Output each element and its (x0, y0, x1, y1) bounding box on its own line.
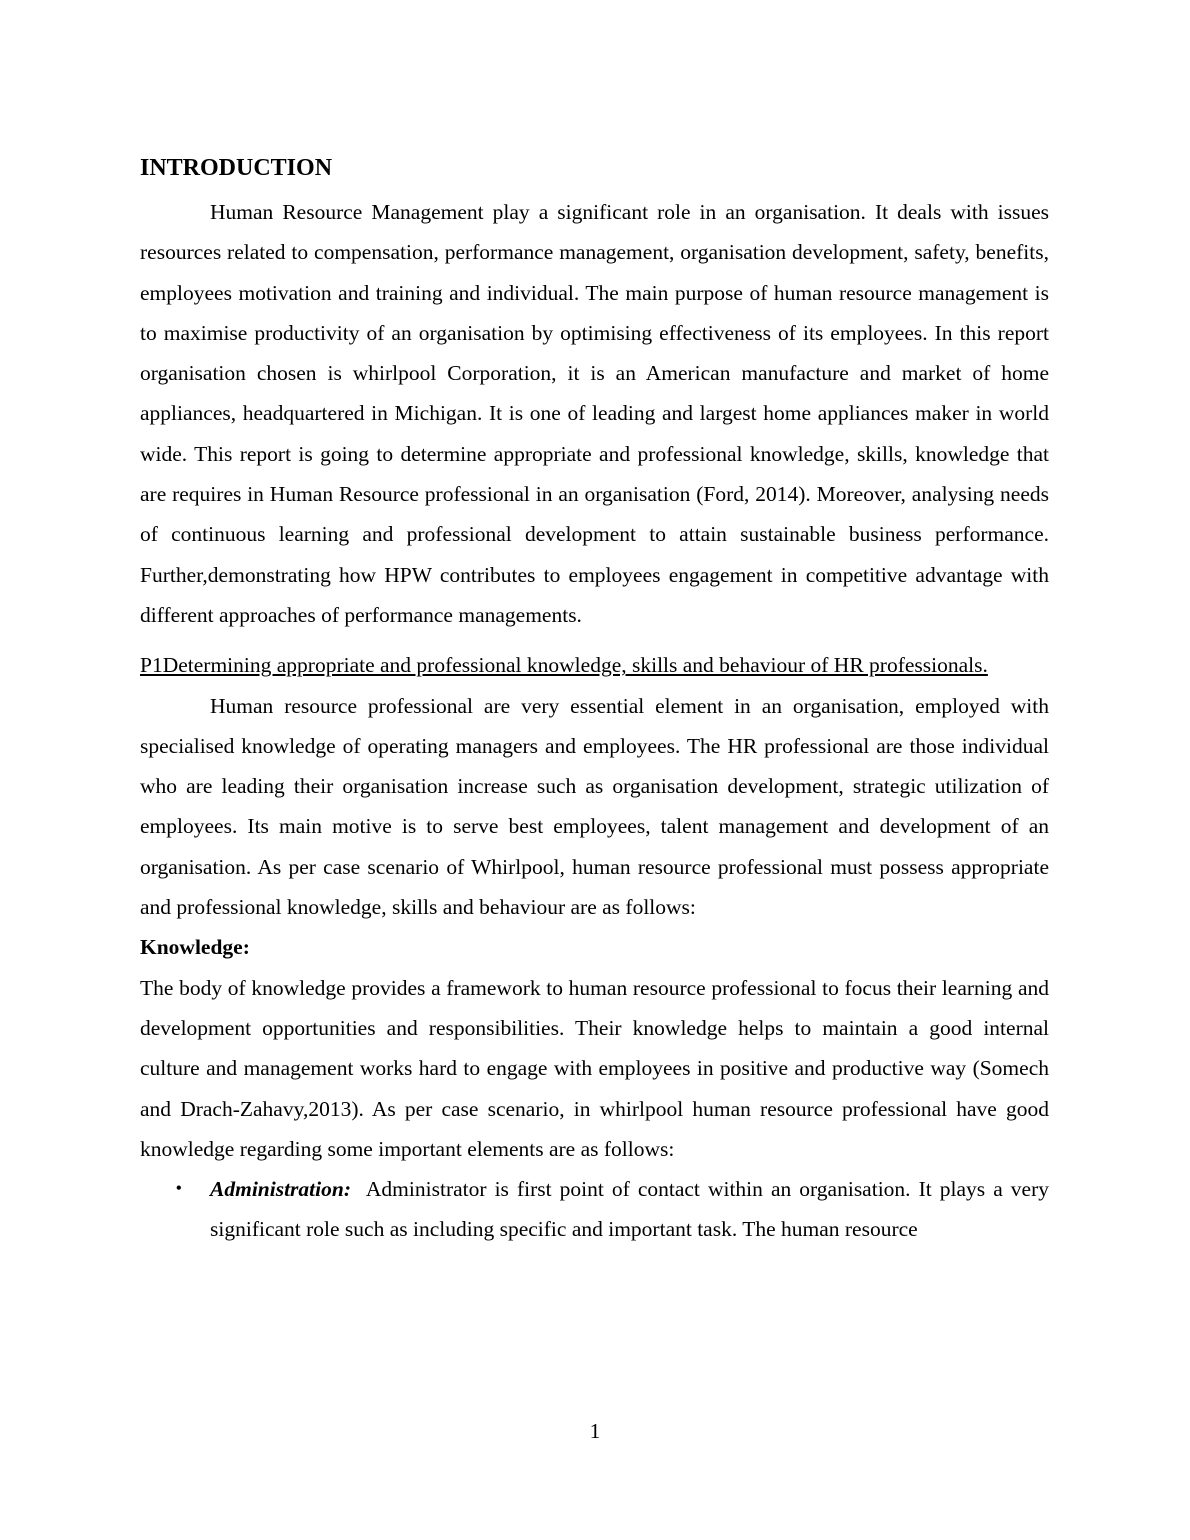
introduction-heading: INTRODUCTION (140, 155, 333, 181)
page-number: 1 (589, 1419, 601, 1443)
bullet-icon: • (176, 1180, 182, 1198)
knowledge-heading: Knowledge: (140, 935, 250, 960)
p1-section-heading: P1Determining appropriate and professional knowledge, skills and behaviour of HR professionals. (140, 653, 988, 678)
knowledge-paragraph: The body of knowledge provides a framework to human resource professional to focus their learning and development opportunities and responsibilities. Their knowledge helps to maintain a good internal culture and management works hard to engage with employees in positive and productive way (Somech and Drach-Zahavy,2013). As per case scenario, in whirlpool human resource professional have good knowledge regarding some important elements are as follows: (140, 975, 1049, 1161)
p1-paragraph: Human resource professional are very essential element in an organisation, employed with specialised knowledge of operating managers and employees. The HR professional are those individual who are leading their organisation increase such as organisation development, strategic utilization of employees. Its main motive is to serve best employees, talent management and development of an organisation. As per case scenario of Whirlpool, human resource professional must possess appropriate and professional knowledge, skills and behaviour are as follows: (140, 693, 1049, 920)
introduction-paragraph: Human Resource Management play a significant role in an organisation. It deals with issues resources related to compensation, performance management, organisation development, safety, benefits, employees motivation and training and individual. The main purpose of human resource management is to maximise productivity of an organisation by optimising effectiveness of its employees. In this report organisation chosen is whirlpool Corporation, it is an American manufacture and market of home appliances, headquartered in Michigan. It is one of leading and largest home appliances maker in world wide. This report is going to determine appropriate and professional knowledge, skills, knowledge that are requires in Human Resource professional in an organisation (Ford, 2014). Moreover, analysing needs of continuous learning and professional development to attain sustainable business performance. Further,demonstrating how HPW contributes to employees engagement in competitive advantage with different approaches of performance managements. (140, 200, 1049, 627)
bullet-term: Administration: (210, 1177, 351, 1202)
bullet-text: Administrator is first point of contact within an organisation. It plays a very significant role such as including specific and important task. The human resource (210, 1177, 1055, 1242)
bullet-item-administration (140, 1169, 1055, 1250)
knowledge-bullet-list (140, 1169, 1055, 1250)
document-page (140, 148, 1055, 1250)
